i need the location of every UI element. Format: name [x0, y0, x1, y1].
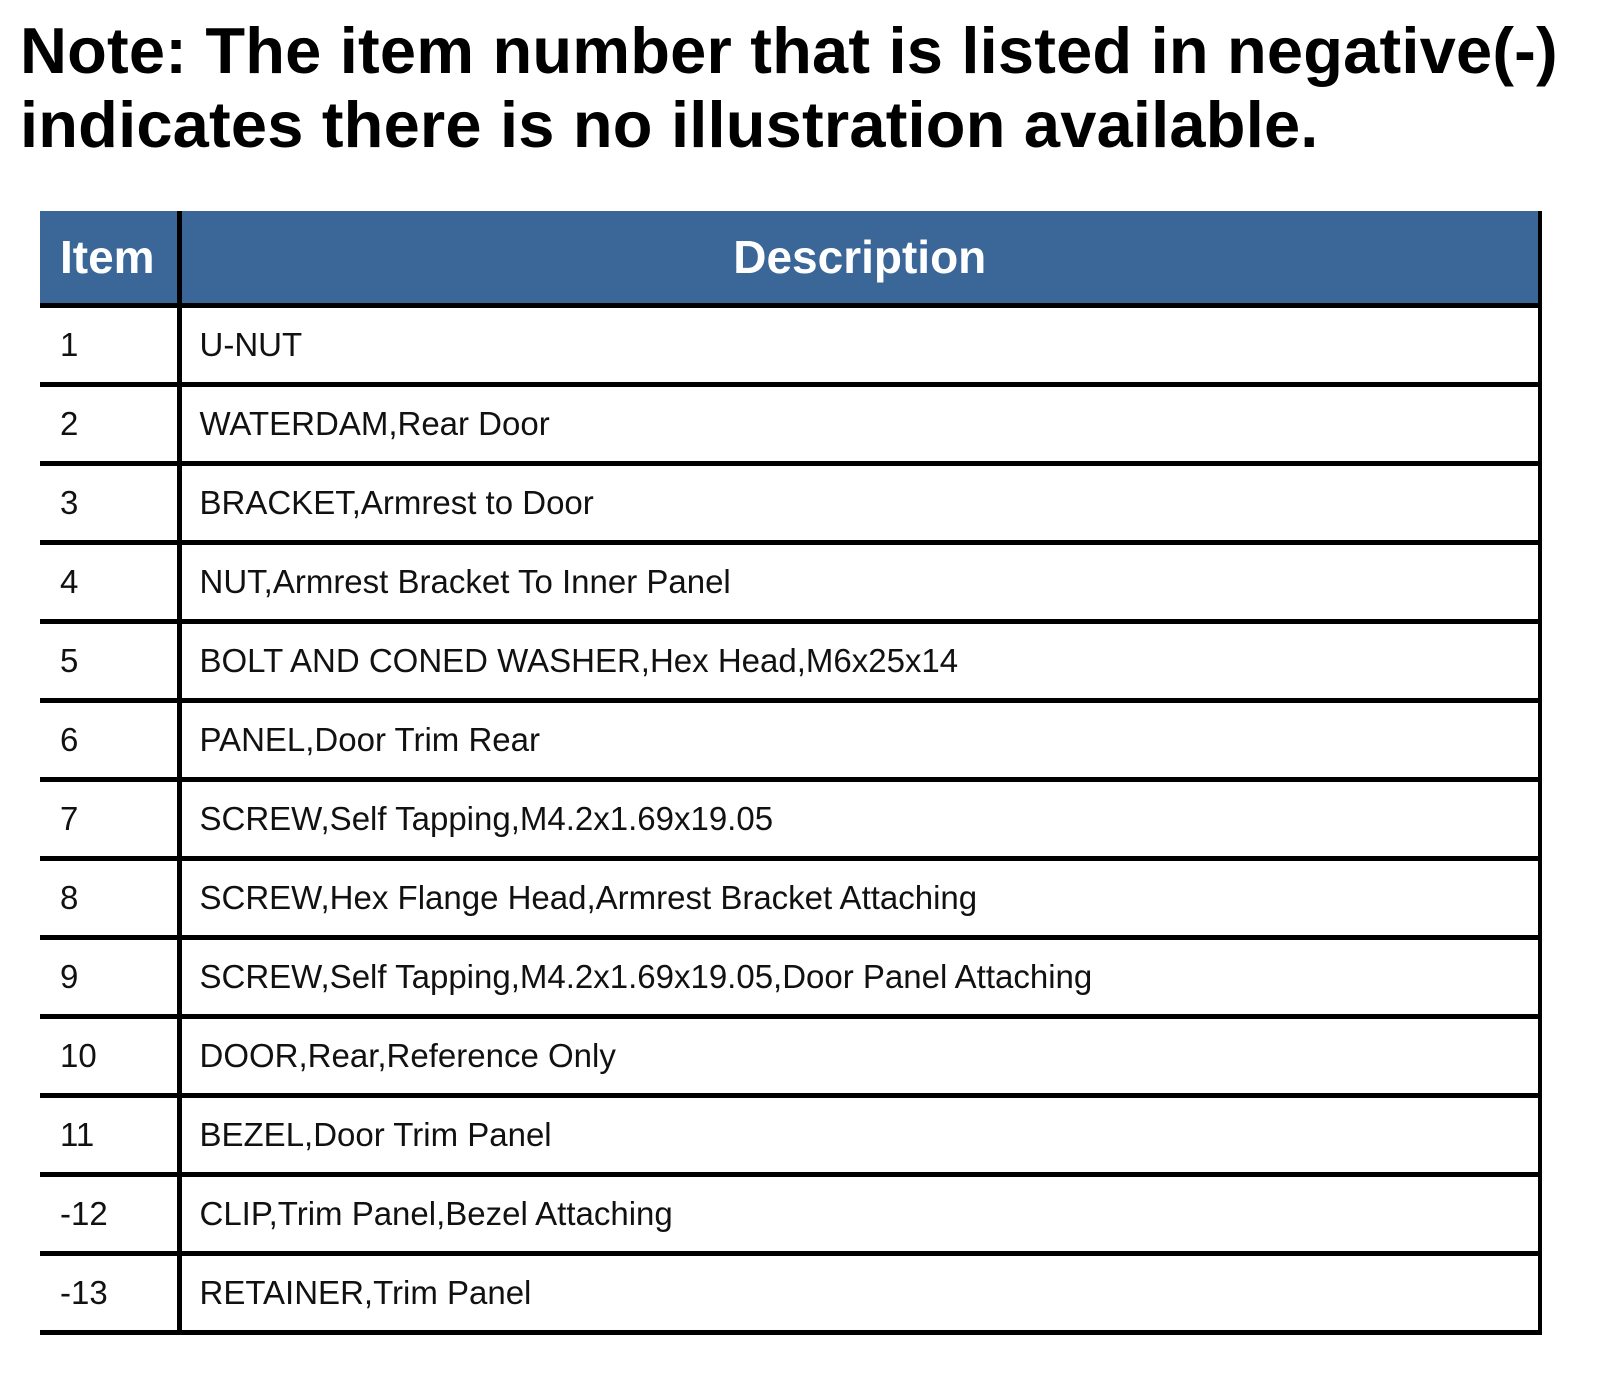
- item-number: 7: [40, 780, 179, 859]
- item-number: 3: [40, 464, 179, 543]
- table-row: [40, 543, 1540, 622]
- item-description: U-NUT: [179, 306, 1540, 385]
- item-description: SCREW,Hex Flange Head,Armrest Bracket Attaching: [179, 859, 1540, 938]
- item-number: 9: [40, 938, 179, 1017]
- item-column-header: Item: [40, 211, 179, 306]
- item-number: -13: [40, 1254, 179, 1333]
- item-description: CLIP,Trim Panel,Bezel Attaching: [179, 1175, 1540, 1254]
- table-row: [40, 1017, 1540, 1096]
- item-number: 5: [40, 622, 179, 701]
- note-heading: [20, 14, 1580, 162]
- item-description: SCREW,Self Tapping,M4.2x1.69x19.05,Door Panel Attaching: [179, 938, 1540, 1017]
- table-row: [40, 938, 1540, 1017]
- item-number: 11: [40, 1096, 179, 1175]
- table-row: [40, 1254, 1540, 1333]
- note-line-2: indicates there is no illustration available.: [20, 88, 1319, 161]
- item-description: BEZEL,Door Trim Panel: [179, 1096, 1540, 1175]
- note-line-1: Note: The item number that is listed in negative(-): [20, 14, 1558, 87]
- item-number: 4: [40, 543, 179, 622]
- parts-table: [40, 211, 1542, 1335]
- parts-table-header: [40, 211, 1540, 306]
- description-column-header: Description: [179, 211, 1540, 306]
- item-number: 8: [40, 859, 179, 938]
- item-description: BOLT AND CONED WASHER,Hex Head,M6x25x14: [179, 622, 1540, 701]
- item-description: BRACKET,Armrest to Door: [179, 464, 1540, 543]
- parts-table-body: [40, 306, 1540, 1333]
- item-description: RETAINER,Trim Panel: [179, 1254, 1540, 1333]
- item-number: 6: [40, 701, 179, 780]
- table-row: [40, 385, 1540, 464]
- table-row: [40, 859, 1540, 938]
- item-number: 10: [40, 1017, 179, 1096]
- item-description: NUT,Armrest Bracket To Inner Panel: [179, 543, 1540, 622]
- table-row: [40, 780, 1540, 859]
- table-row: [40, 622, 1540, 701]
- table-row: [40, 1096, 1540, 1175]
- table-row: [40, 701, 1540, 780]
- item-description: DOOR,Rear,Reference Only: [179, 1017, 1540, 1096]
- table-row: [40, 464, 1540, 543]
- item-number: -12: [40, 1175, 179, 1254]
- item-number: 1: [40, 306, 179, 385]
- item-description: PANEL,Door Trim Rear: [179, 701, 1540, 780]
- item-description: WATERDAM,Rear Door: [179, 385, 1540, 464]
- table-row: [40, 306, 1540, 385]
- table-row: [40, 1175, 1540, 1254]
- header-row: [40, 211, 1540, 306]
- item-number: 2: [40, 385, 179, 464]
- item-description: SCREW,Self Tapping,M4.2x1.69x19.05: [179, 780, 1540, 859]
